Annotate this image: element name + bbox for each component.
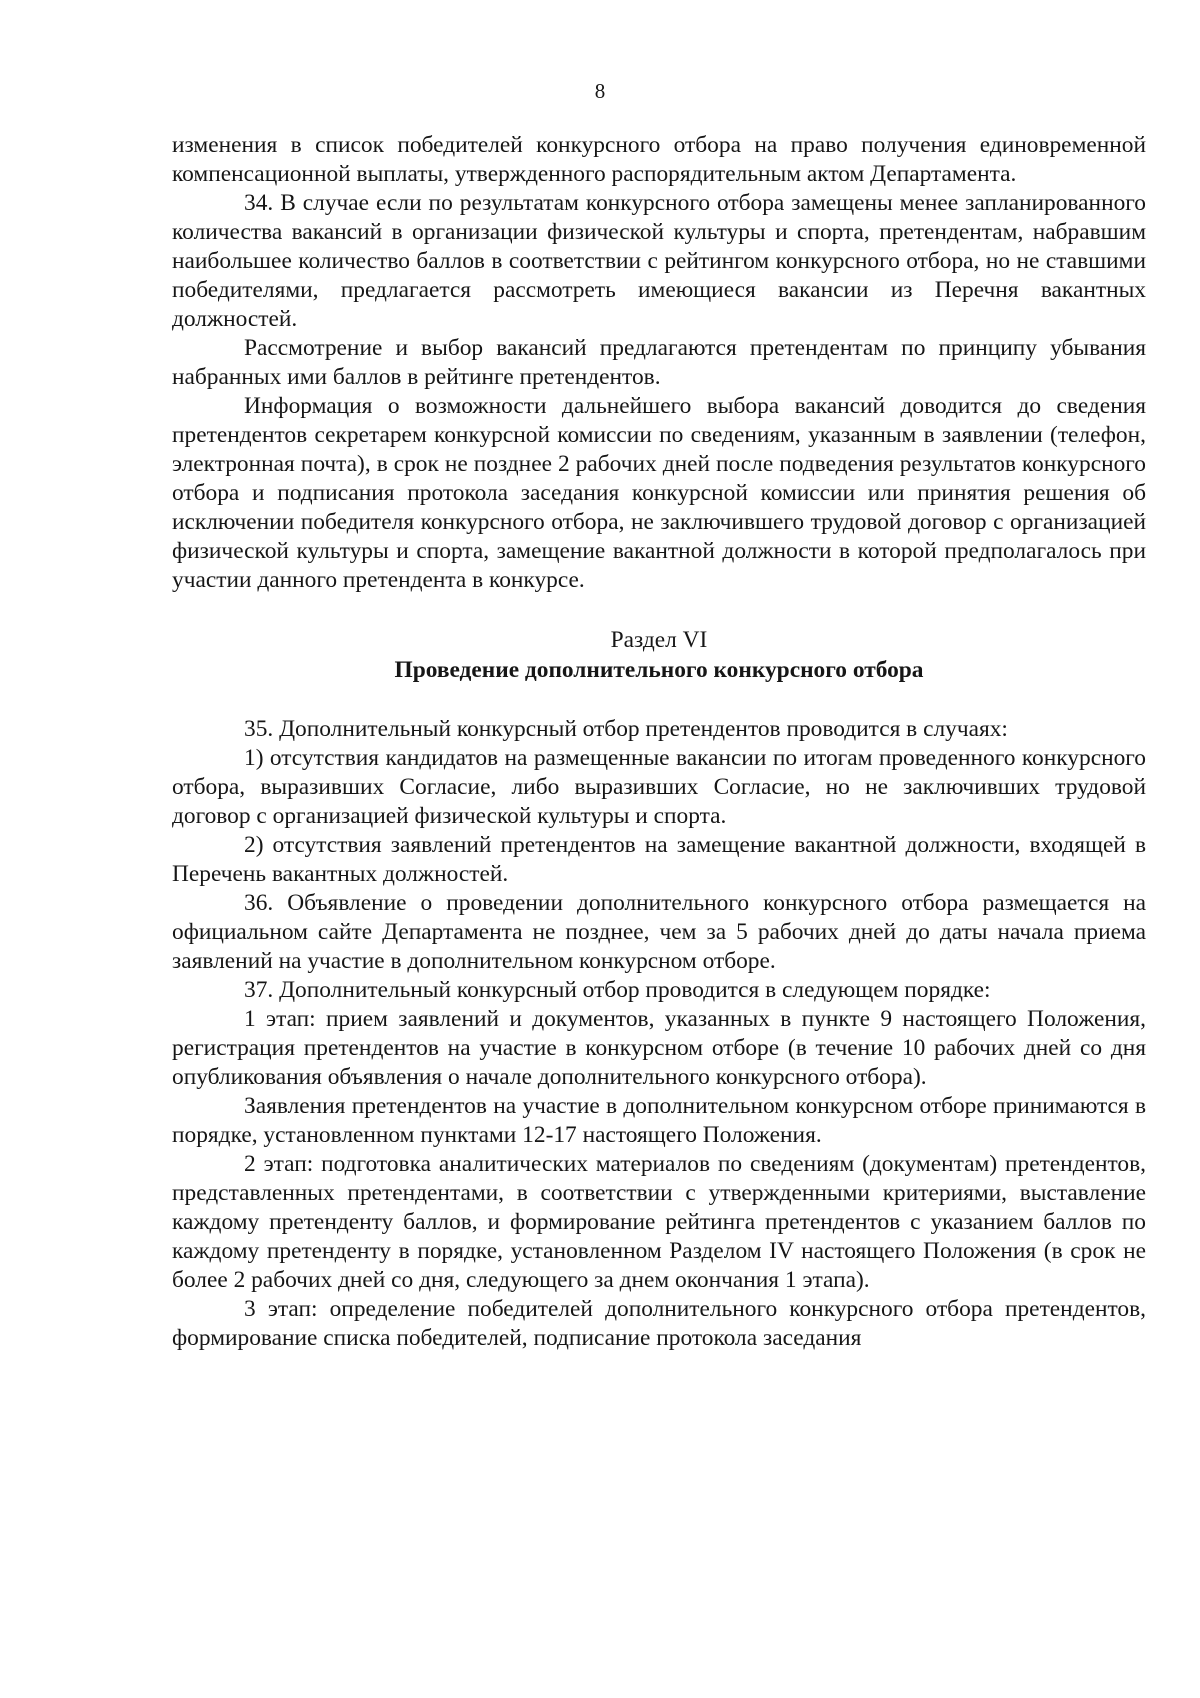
paragraph-notification: Информация о возможности дальнейшего выбора вакансий доводится до сведения претендентов секретарем конкурсной комиссии по сведениям, указанным в заявлении (телефон, электронная почта), в срок не позднее 2 рабочих дней после подведения результатов конкурсного отбора и подписания протокола заседания конкурсной комиссии или принятия решения об исключении победителя конкурсного отбора, не заключившего трудовой договор с организацией физической культуры и спорта, замещение вакантной должности в которой предполагалось при участии данного претендента в конкурсе.: [172, 393, 1146, 593]
paragraph-vacancy-selection: Рассмотрение и выбор вакансий предлагаются претендентам по принципу убывания набранных ими баллов в рейтинге претендентов.: [172, 335, 1146, 390]
paragraph-34: 34. В случае если по результатам конкурсного отбора замещены менее запланированного количества вакансий в организации физической культуры и спорта, претендентам, набравшим наибольшее количество баллов в соответствии с рейтингом конкурсного отбора, но не ставшими победителями, предлагается рассмотреть имеющиеся вакансии из Перечня вакантных должностей.: [172, 190, 1146, 332]
section-title: Проведение дополнительного конкурсного отбора: [394, 657, 924, 683]
paragraph-35: 35. Дополнительный конкурсный отбор претендентов проводится в случаях:: [244, 716, 1008, 742]
paragraph-35-item-1: 1) отсутствия кандидатов на размещенные вакансии по итогам проведенного конкурсного отбора, выразивших Согласие, либо выразивших Согласие, но не заключивших трудовой договор с организацией физической культуры и спорта.: [172, 745, 1146, 829]
paragraph-35-item-2: 2) отсутствия заявлений претендентов на замещение вакантной должности, входящей в Перечень вакантных должностей.: [172, 832, 1146, 887]
paragraph-applications: Заявления претендентов на участие в дополнительном конкурсном отборе принимаются в порядке, установленном пунктами 12-17 настоящего Положения.: [172, 1093, 1146, 1148]
section-number: Раздел VI: [610, 627, 708, 653]
page-number: 8: [594, 79, 606, 103]
paragraph-37-stage-2: 2 этап: подготовка аналитических материалов по сведениям (документам) претендентов, представленных претендентами, в соответствии с утвержденными критериями, выставление каждому претенденту баллов, и формирование рейтинга претендентов с указанием баллов по каждому претенденту в порядке, установленном Разделом IV настоящего Положения (в срок не более 2 рабочих дней со дня, следующего за днем окончания 1 этапа).: [172, 1151, 1146, 1293]
document-body: [172, 131, 1146, 1353]
paragraph-37-stage-1: 1 этап: прием заявлений и документов, указанных в пункте 9 настоящего Положения, регистрация претендентов на участие в конкурсном отборе (в течение 10 рабочих дней со дня опубликования объявления о начале дополнительного конкурсного отбора).: [172, 1006, 1146, 1090]
paragraph-continuation: изменения в список победителей конкурсного отбора на право получения единовременной компенсационной выплаты, утвержденного распорядительным актом Департамента.: [172, 132, 1146, 187]
paragraph-36: 36. Объявление о проведении дополнительного конкурсного отбора размещается на официальном сайте Департамента не позднее, чем за 5 рабочих дней до даты начала приема заявлений на участие в дополнительном конкурсном отборе.: [172, 890, 1146, 974]
paragraph-37-stage-3: 3 этап: определение победителей дополнительного конкурсного отбора претендентов, формирование списка победителей, подписание протокола заседания: [172, 1296, 1146, 1351]
paragraph-37: 37. Дополнительный конкурсный отбор проводится в следующем порядке:: [244, 977, 991, 1003]
section-heading: [172, 625, 1146, 685]
